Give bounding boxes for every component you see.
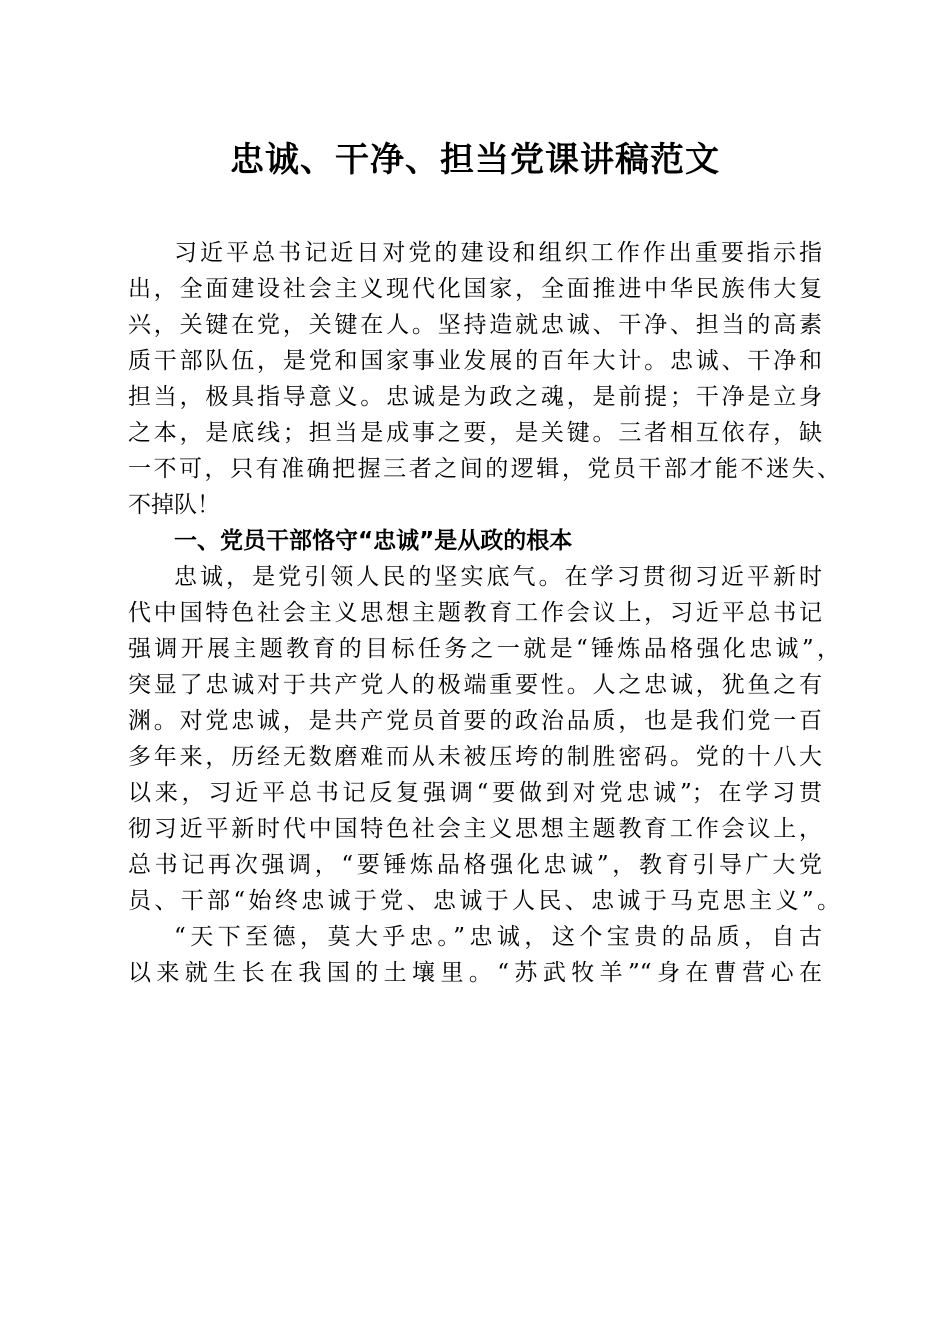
section-heading: 一、党员干部恪守“忠诚”是从政的根本 [174,528,573,554]
text-line: 突显了忠诚对于共产党人的极端重要性。人之忠诚，犹鱼之有 [128,672,822,698]
text-line: 忠诚，是党引领人民的坚实底气。在学习贯彻习近平新时 [174,564,822,590]
text-line: 代中国特色社会主义思想主题教育工作会议上，习近平总书记 [128,600,822,626]
text-line: 以来就生长在我国的土壤里。“苏武牧羊”“身在曹营心在 [128,960,822,986]
text-line: 担当，极具指导意义。忠诚是为政之魂，是前提；干净是立身 [128,384,822,410]
document-body [128,235,840,991]
text-line: 质干部队伍，是党和国家事业发展的百年大计。忠诚、干净和 [128,348,822,374]
paragraph-intro [128,235,840,523]
text-line: 员、干部“始终忠诚于党、忠诚于人民、忠诚于马克思主义”。 [128,888,840,914]
text-line: 以来，习近平总书记反复强调“要做到对党忠诚”；在学习贯 [128,780,822,806]
text-line: 总书记再次强调，“要锤炼品格强化忠诚”，教育引导广大党 [128,852,822,878]
paragraph-virtue [128,919,822,991]
text-line: 强调开展主题教育的目标任务之一就是“锤炼品格强化忠诚”， [128,636,840,662]
text-line: 一不可，只有准确把握三者之间的逻辑，党员干部才能不迷失、 [128,456,840,482]
text-line: “天下至德，莫大乎忠。”忠诚，这个宝贵的品质，自古 [174,924,822,950]
text-line: 多年来，历经无数磨难而从未被压垮的制胜密码。党的十八大 [128,744,822,770]
paragraph-loyalty [128,559,840,919]
text-line: 习近平总书记近日对党的建设和组织工作作出重要指示指 [174,240,822,266]
text-line: 渊。对党忠诚，是共产党员首要的政治品质，也是我们党一百 [128,708,822,734]
text-line: 之本，是底线；担当是成事之要，是关键。三者相互依存，缺 [128,420,822,446]
text-line: 不掉队！ [128,492,220,518]
text-line: 兴，关键在党，关键在人。坚持造就忠诚、干净、担当的高素 [128,312,822,338]
text-line: 彻习近平新时代中国特色社会主义思想主题教育工作会议上， [128,816,822,842]
text-line: 出，全面建设社会主义现代化国家，全面推进中华民族伟大复 [128,276,822,302]
document-title: 忠诚、干净、担当党课讲稿范文 [230,140,720,180]
